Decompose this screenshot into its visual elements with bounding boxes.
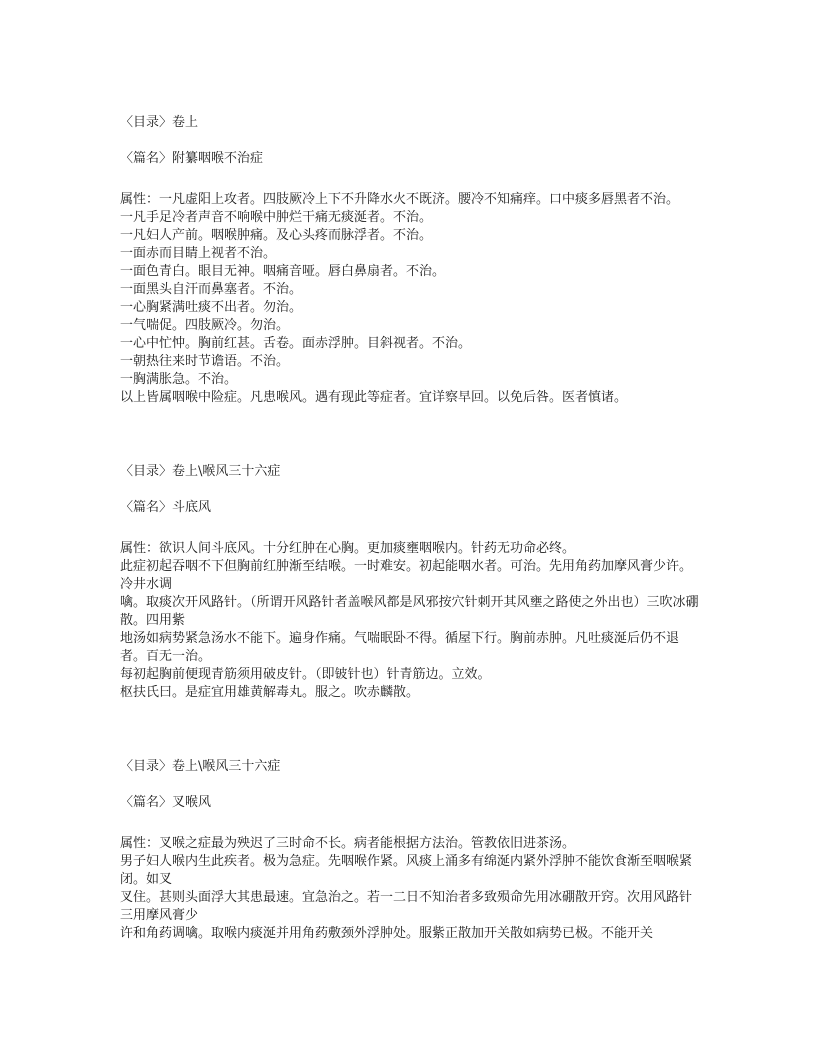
- text-line: 地汤如病势紧急汤水不能下。遍身作痛。气喘眠卧不得。循屋下行。胸前赤肿。凡吐痰涎后仍不退者。百无一治。: [120, 631, 680, 664]
- text-line: 此症初起吞咽不下但胸前红肿渐至结喉。一时难安。初起能咽水者。可治。先用角药加摩风膏少许。冷井水调: [120, 559, 693, 592]
- text-line: 属性：一凡虚阳上攻者。四肢厥冷上下不升降水火不既济。腰冷不知痛痒。口中痰多唇黑者不治。: [120, 192, 680, 207]
- text-line: 一面黑头自汗而鼻塞者。不治。: [120, 282, 303, 297]
- section-1: [120, 114, 700, 407]
- text-line: 噙。取痰次开风路针。（所谓开风路针者盖喉风都是风邪按穴针刺开其风壅之路使之外出也）三吹冰硼散。四用紫: [120, 595, 699, 628]
- chapter-title: 〈篇名〉附纂咽喉不治症: [120, 151, 264, 166]
- text-line: 一心中忙忡。胸前红甚。舌卷。面赤浮肿。目斜视者。不治。: [120, 336, 472, 351]
- document-page: [120, 114, 700, 943]
- text-line: 一面赤而目睛上视者不治。: [120, 246, 277, 261]
- text-line: 一凡妇人产前。咽喉肿痛。及心头疼而脉浮者。不治。: [120, 228, 433, 243]
- chapter-title: 〈篇名〉斗底风: [120, 500, 212, 515]
- text-line: 一胸满胀急。不治。: [120, 372, 238, 387]
- catalog-heading: 〈目录〉卷上: [120, 115, 199, 130]
- chapter-title: 〈篇名〉叉喉风: [120, 795, 212, 810]
- text-line: 枢扶氏曰。是症宜用雄黄解毒丸。服之。吹赤麟散。: [120, 685, 420, 700]
- section-2: [120, 463, 700, 702]
- text-line: 一心胸紧满吐痰不出者。勿治。: [120, 300, 303, 315]
- text-line: 男子妇人喉内生此疾者。极为急症。先咽喉作紧。风痰上涌多有绵涎内紧外浮肿不能饮食渐至咽喉紧闭。如叉: [120, 854, 693, 887]
- text-line: 一气喘促。四肢厥冷。勿治。: [120, 318, 290, 333]
- text-line: 一凡手足冷者声音不响喉中肿烂干痛无痰涎者。不治。: [120, 210, 433, 225]
- text-line: 每初起胸前便现青筋须用破皮针。（即铍针也）针青筋边。立效。: [120, 667, 491, 682]
- text-line: 许和角药调噙。取喉内痰涎并用角药敷颈外浮肿处。服紫正散加开关散如病势已极。不能开关: [120, 926, 654, 941]
- text-line: 一朝热往来时节谵语。不治。: [120, 354, 290, 369]
- text-line: 属性：欲识人间斗底风。十分红肿在心胸。更加痰壅咽喉内。针药无功命必终。: [120, 541, 576, 556]
- catalog-heading: 〈目录〉卷上\喉风三十六症: [120, 464, 281, 479]
- text-line: 属性：叉喉之症最为殃迟了三时命不长。病者能根据方法治。管教依旧进茶汤。: [120, 836, 576, 851]
- text-line: 叉住。甚则头面浮大其患最速。宜急治之。若一二日不知治者多致殒命先用冰硼散开窍。次用风路针三用摩风膏少: [120, 890, 693, 923]
- text-line: 一面色青白。眼目无神。咽痛音哑。唇白鼻扇者。不治。: [120, 264, 446, 279]
- section-3: [120, 758, 700, 943]
- text-line: 以上皆属咽喉中险症。凡患喉风。遇有现此等症者。宜详察早回。以免后咎。医者慎诸。: [120, 390, 628, 405]
- catalog-heading: 〈目录〉卷上\喉风三十六症: [120, 759, 281, 774]
